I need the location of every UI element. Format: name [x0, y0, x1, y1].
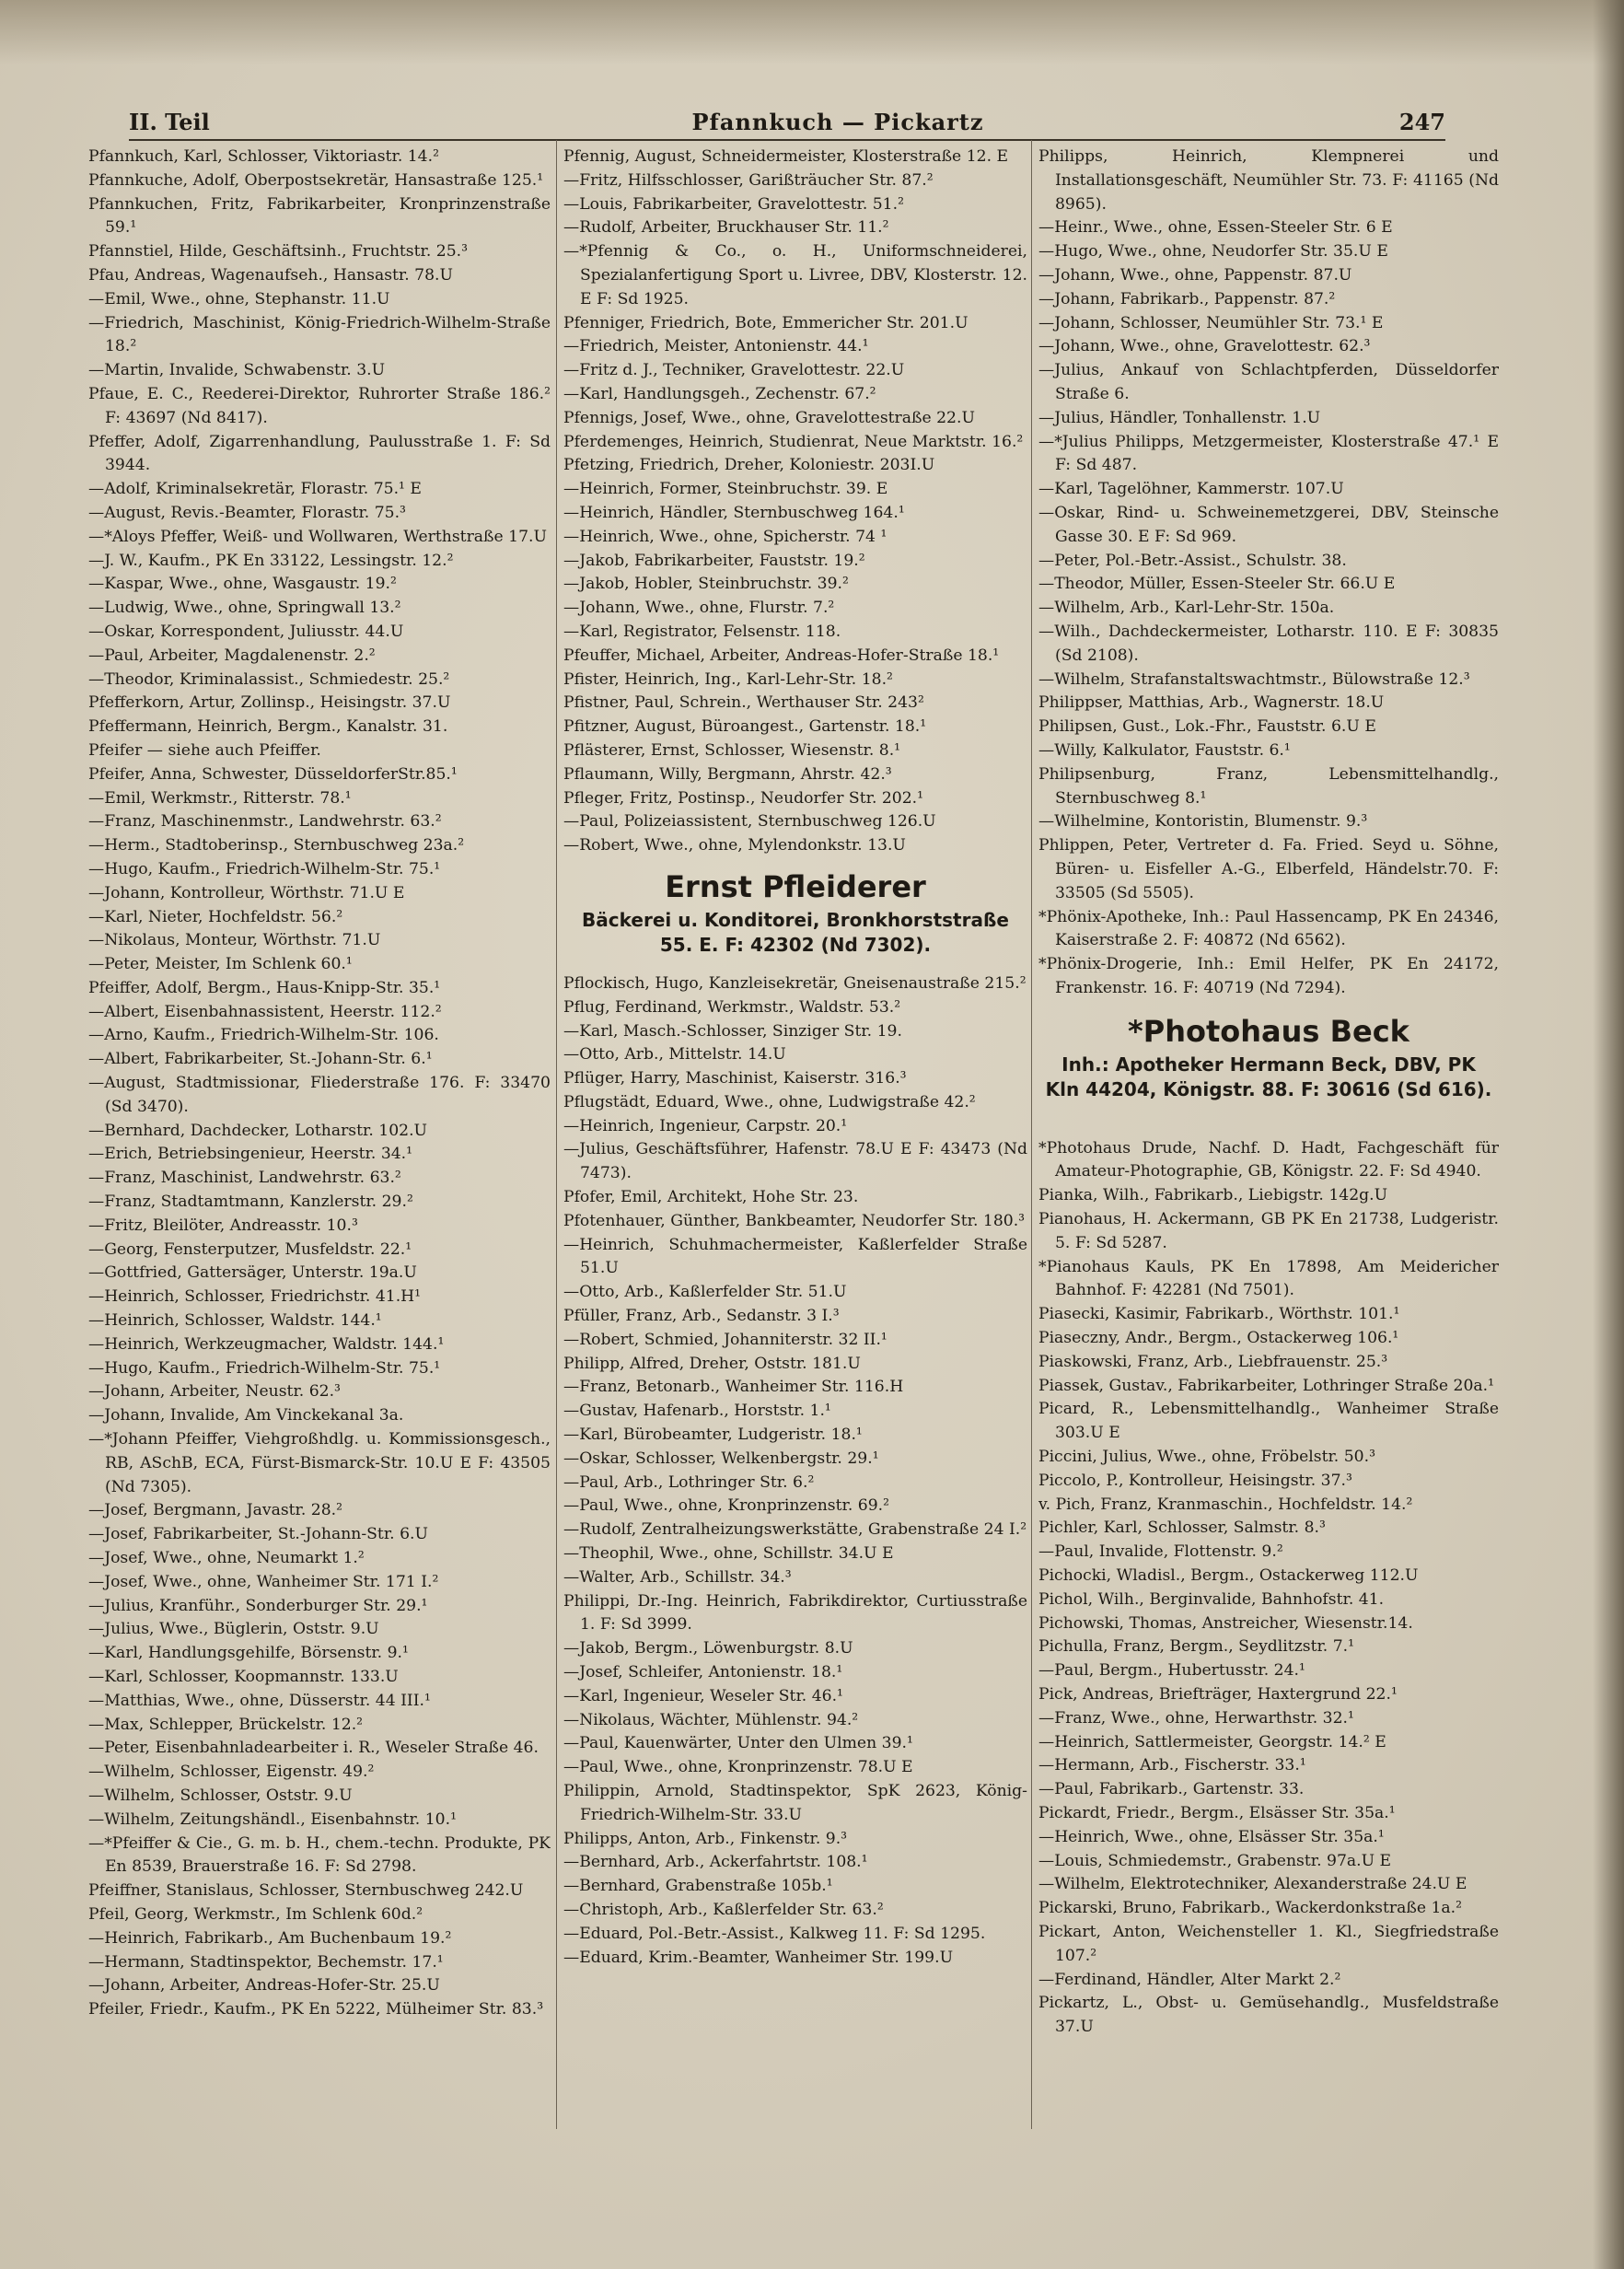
directory-entry: *Phönix-Apotheke, Inh.: Paul Hassencamp, PK En 24346, Kaiserstraße 2. F: 40872 (Nd 6562).: [1038, 907, 1499, 950]
directory-entry: —Heinrich, Wwe., ohne, Elsässer Str. 35a.¹: [1038, 1827, 1385, 1846]
directory-entry: —Josef, Wwe., ohne, Neumarkt 1.²: [88, 1549, 365, 1568]
directory-entry: —Heinrich, Former, Steinbruchstr. 39. E: [563, 480, 888, 499]
directory-entry: —Franz, Stadtamtmann, Kanzlerstr. 29.²: [88, 1193, 413, 1212]
directory-entry: —Heinrich, Wwe., ohne, Spicherstr. 74 ¹: [563, 527, 887, 546]
directory-entry: —Josef, Fabrikarbeiter, St.-Johann-Str. 6.U: [88, 1525, 428, 1544]
directory-entry: —*Johann Pfeiffer, Viehgroßhdlg. u. Kommissionsgesch., RB, ASchB, ECA, Fürst-Bismarck-Str. 10.U E F: 43505 (Nd 7305).: [88, 1430, 551, 1496]
directory-entry: Pfistner, Paul, Schrein., Werthauser Str. 243²: [563, 693, 924, 713]
directory-entry: Pfleger, Fritz, Postinsp., Neudorfer Str. 202.¹: [563, 788, 924, 808]
directory-entry: Pfefferkorn, Artur, Zollinsp., Heisingstr. 37.U: [88, 693, 451, 713]
directory-entry: Pfau, Andreas, Wagenaufseh., Hansastr. 78.U: [88, 265, 453, 285]
directory-entry: —August, Revis.-Beamter, Florastr. 75.³: [88, 503, 406, 522]
directory-entry: —Hermann, Stadtinspektor, Bechemstr. 17.¹: [88, 1952, 444, 1972]
directory-entry: —Josef, Wwe., ohne, Wanheimer Str. 171 I.²: [88, 1572, 439, 1591]
directory-entry: —Paul, Arb., Lothringer Str. 6.²: [563, 1472, 815, 1492]
directory-entry: *Pianohaus Kauls, PK En 17898, Am Meidericher Bahnhof. F: 42281 (Nd 7501).: [1038, 1257, 1499, 1300]
directory-entry: —August, Stadtmissionar, Fliederstraße 176. F: 33470 (Sd 3470).: [88, 1074, 551, 1116]
directory-entry: Piaskowski, Franz, Arb., Liebfrauenstr. 25.³: [1038, 1352, 1388, 1371]
directory-entry: —Heinrich, Schuhmachermeister, Kaßlerfelder Straße 51.U: [563, 1235, 1027, 1278]
directory-entry: Picard, R., Lebensmittelhandlg., Wanheimer Straße 303.U E: [1038, 1400, 1499, 1443]
directory-entry: —Julius, Geschäftsführer, Hafenstr. 78.U E F: 43473 (Nd 7473).: [563, 1140, 1027, 1183]
directory-entry: —Johann, Wwe., ohne, Pappenstr. 87.U: [1038, 265, 1352, 285]
directory-entry: —Gustav, Hafenarb., Horststr. 1.¹: [563, 1402, 831, 1421]
directory-entry: —Ludwig, Wwe., ohne, Springwall 13.²: [88, 599, 401, 618]
directory-entry: —Julius, Kranführ., Sonderburger Str. 29.¹: [88, 1596, 428, 1615]
page-shadow-top: [0, 0, 1624, 64]
advertisement-photohaus-beck: [1038, 1012, 1499, 1126]
directory-entry: —Karl, Handlungsgeh., Zechenstr. 67.²: [563, 384, 876, 403]
directory-entry: Piaseczny, Andr., Bergm., Ostackerweg 106.¹: [1038, 1329, 1399, 1348]
directory-entry: —Bernhard, Arb., Ackerfahrtstr. 108.¹: [563, 1853, 868, 1872]
directory-entry: —Wilhelm, Arb., Karl-Lehr-Str. 150a.: [1038, 599, 1335, 618]
directory-entry: Pferdemenges, Heinrich, Studienrat, Neue Marktstr. 16.²: [563, 432, 1024, 451]
directory-entry: Pichowski, Thomas, Anstreicher, Wiesenstr.14.: [1038, 1613, 1413, 1633]
column-divider: [556, 140, 557, 2129]
directory-entry: —Christoph, Arb., Kaßlerfelder Str. 63.²: [563, 1900, 884, 1919]
directory-entry: Pickarski, Bruno, Fabrikarb., Wackerdonkstraße 1a.²: [1038, 1899, 1462, 1918]
directory-entry: Pfannkuch, Karl, Schlosser, Viktoriastr. 14.²: [88, 147, 439, 166]
directory-entry: —Hermann, Arb., Fischerstr. 33.¹: [1038, 1756, 1306, 1775]
directory-entry: Philippi, Dr.-Ing. Heinrich, Fabrikdirektor, Curtiusstraße 1. F: Sd 3999.: [563, 1591, 1027, 1635]
ad-text: Inh.: Apotheker Hermann Beck, DBV, PK Kln 44204, Königstr. 88. F: 30616 (Sd 616).: [1045, 1053, 1492, 1100]
ad-name: Ernst Pfleiderer: [665, 868, 926, 904]
directory-entry: —Paul, Arbeiter, Magdalenenstr. 2.²: [88, 646, 376, 665]
directory-entry: —Paul, Wwe., ohne, Kronprinzenstr. 78.U E: [563, 1758, 913, 1777]
directory-entry: —Heinrich, Schlosser, Waldstr. 144.¹: [88, 1311, 382, 1331]
directory-entry: —Jakob, Hobler, Steinbruchstr. 39.²: [563, 575, 849, 594]
directory-entry: —Robert, Wwe., ohne, Mylendonkstr. 13.U: [563, 836, 906, 855]
directory-entry: —Johann, Schlosser, Neumühler Str. 73.¹ E: [1038, 313, 1384, 332]
directory-entry: Pichler, Karl, Schlosser, Salmstr. 8.³: [1038, 1518, 1326, 1538]
directory-entry: —Otto, Arb., Mittelstr. 14.U: [563, 1045, 786, 1065]
directory-entry: —Heinrich, Sattlermeister, Georgstr. 14.² E: [1038, 1732, 1386, 1751]
directory-entry: Pfenniger, Friedrich, Bote, Emmericher Str. 201.U: [563, 313, 969, 332]
directory-entry: Philipsen, Gust., Lok.-Fhr., Fauststr. 6.U E: [1038, 717, 1376, 737]
directory-entry: —Hugo, Kaufm., Friedrich-Wilhelm-Str. 75.¹: [88, 1358, 441, 1378]
directory-entry: —Louis, Fabrikarbeiter, Gravelottestr. 51.²: [563, 194, 904, 214]
entry-list: [563, 972, 1027, 1970]
directory-entry: —Oskar, Schlosser, Welkenbergstr. 29.¹: [563, 1449, 879, 1468]
directory-entry: —Johann, Invalide, Am Vinckekanal 3a.: [88, 1406, 404, 1425]
directory-entry: —Adolf, Kriminalsekretär, Florastr. 75.¹ E: [88, 480, 422, 499]
directory-entry: Pfitzner, August, Büroangest., Gartenstr. 18.¹: [563, 717, 927, 737]
directory-entry: —Martin, Invalide, Schwabenstr. 3.U: [88, 361, 386, 380]
directory-entry: —Karl, Registrator, Felsenstr. 118.: [563, 622, 841, 641]
column-3: [1038, 145, 1499, 2040]
directory-entry: —Friedrich, Maschinist, König-Friedrich-Wilhelm-Straße 18.²: [88, 313, 551, 356]
directory-entry: —Johann, Wwe., ohne, Gravelottestr. 62.³: [1038, 337, 1371, 356]
column-2: [563, 145, 1027, 1970]
directory-entry: Pfüller, Franz, Arb., Sedanstr. 3 I.³: [563, 1307, 840, 1326]
ad-name: *Photohaus Beck: [1128, 1013, 1409, 1049]
directory-entry: Pianka, Wilh., Fabrikarb., Liebigstr. 142g.U: [1038, 1186, 1388, 1205]
directory-entry: Pfannkuche, Adolf, Oberpostsekretär, Hansastraße 125.¹: [88, 170, 544, 190]
directory-entry: Pickart, Anton, Weichensteller 1. Kl., Siegfriedstraße 107.²: [1038, 1922, 1499, 1965]
directory-entry: —Wilhelm, Schlosser, Eigenstr. 49.²: [88, 1763, 375, 1782]
directory-entry: —Johann, Arbeiter, Neustr. 62.³: [88, 1382, 341, 1402]
header-rule: [129, 139, 1445, 141]
directory-entry: —Fritz, Hilfsschlosser, Garißträucher Str. 87.²: [563, 170, 934, 190]
entry-list: [563, 145, 1027, 858]
directory-entry: —Theodor, Kriminalassist., Schmiedestr. 25.²: [88, 669, 450, 689]
directory-entry: —Wilhelm, Elektrotechniker, Alexanderstraße 24.U E: [1038, 1875, 1467, 1894]
directory-entry: —Paul, Invalide, Flottenstr. 9.²: [1038, 1542, 1283, 1562]
directory-entry: Piccolo, P., Kontrolleur, Heisingstr. 37.³: [1038, 1471, 1352, 1490]
directory-entry: —Heinr., Wwe., ohne, Essen-Steeler Str. 6 E: [1038, 218, 1393, 238]
directory-entry: Pfeuffer, Michael, Arbeiter, Andreas-Hofer-Straße 18.¹: [563, 646, 1000, 665]
directory-entry: —Gottfried, Gattersäger, Unterstr. 19a.U: [88, 1263, 417, 1283]
directory-entry: —Jakob, Fabrikarbeiter, Fauststr. 19.²: [563, 551, 865, 570]
directory-entry: —Fritz, Bleilöter, Andreasstr. 10.³: [88, 1216, 358, 1235]
directory-entry: —Johann, Wwe., ohne, Flurstr. 7.²: [563, 599, 835, 618]
directory-entry: —Johann, Arbeiter, Andreas-Hofer-Str. 25.U: [88, 1976, 440, 1996]
directory-entry: —Georg, Fensterputzer, Musfeldstr. 22.¹: [88, 1239, 412, 1259]
directory-entry: —Oskar, Rind- u. Schweinemetzgerei, DBV, Steinsche Gasse 30. E F: Sd 969.: [1038, 503, 1499, 546]
directory-entry: —*Aloys Pfeffer, Weiß- und Wollwaren, Werthstraße 17.U: [88, 527, 547, 546]
directory-entry: —Peter, Pol.-Betr.-Assist., Schulstr. 38.: [1038, 551, 1347, 570]
directory-entry: —Hugo, Kaufm., Friedrich-Wilhelm-Str. 75.¹: [88, 859, 441, 879]
directory-entry: Philippin, Arnold, Stadtinspektor, SpK 2623, König-Friedrich-Wilhelm-Str. 33.U: [563, 1782, 1027, 1824]
part-label: II. Teil: [129, 109, 210, 135]
directory-entry: —Josef, Bergmann, Javastr. 28.²: [88, 1501, 343, 1520]
entry-list: [1038, 1137, 1499, 2040]
directory-entry: —Paul, Bergm., Hubertusstr. 24.¹: [1038, 1661, 1305, 1681]
directory-entry: —Peter, Eisenbahnladearbeiter i. R., Weseler Straße 46.: [88, 1739, 539, 1758]
directory-entry: Pflug, Ferdinand, Werkmstr., Waldstr. 53.²: [563, 997, 901, 1017]
directory-entry: —Albert, Fabrikarbeiter, St.-Johann-Str. 6.¹: [88, 1050, 433, 1069]
directory-entry: Philipps, Anton, Arb., Finkenstr. 9.³: [563, 1829, 848, 1848]
directory-entry: —Julius, Wwe., Büglerin, Oststr. 9.U: [88, 1620, 379, 1639]
directory-entry: —Nikolaus, Wächter, Mühlenstr. 94.²: [563, 1710, 859, 1729]
directory-entry: Pfofer, Emil, Architekt, Hohe Str. 23.: [563, 1188, 859, 1207]
directory-entry: Pfeiler, Friedr., Kaufm., PK En 5222, Mülheimer Str. 83.³: [88, 2000, 544, 2019]
directory-entry: Pfotenhauer, Günther, Bankbeamter, Neudorfer Str. 180.³: [563, 1211, 1026, 1230]
directory-entry: —Arno, Kaufm., Friedrich-Wilhelm-Str. 106.: [88, 1026, 439, 1045]
directory-entry: —Karl, Ingenieur, Weseler Str. 46.¹: [563, 1686, 843, 1705]
directory-entry: Pflaumann, Willy, Bergmann, Ahrstr. 42.³: [563, 764, 892, 784]
directory-entry: —Paul, Polizeiassistent, Sternbuschweg 126.U: [563, 812, 936, 832]
ad-text: Bäckerei u. Konditorei, Bronkhorststraße 55. E. F: 42302 (Nd 7302).: [582, 908, 1009, 956]
directory-entry: Pfannstiel, Hilde, Geschäftsinh., Fruchtstr. 25.³: [88, 242, 469, 262]
directory-entry: Pfeffer, Adolf, Zigarrenhandlung, Paulusstraße 1. F: Sd 3944.: [88, 432, 551, 475]
directory-entry: —Theodor, Müller, Essen-Steeler Str. 66.U E: [1038, 575, 1396, 594]
page-number: 247: [1398, 109, 1445, 135]
directory-entry: *Phönix-Drogerie, Inh.: Emil Helfer, PK En 24172, Frankenstr. 16. F: 40719 (Nd 7294).: [1038, 955, 1499, 997]
directory-entry: —Franz, Betonarb., Wanheimer Str. 116.H: [563, 1378, 904, 1397]
directory-entry: —Julius, Händler, Tonhallenstr. 1.U: [1038, 408, 1321, 427]
name-range: Pfannkuch — Pickartz: [691, 109, 984, 135]
directory-entry: —Nikolaus, Monteur, Wörthstr. 71.U: [88, 931, 381, 950]
directory-entry: Pfetzing, Friedrich, Dreher, Koloniestr. 203I.U: [563, 456, 935, 475]
directory-entry: —Bernhard, Grabenstraße 105b.¹: [563, 1877, 833, 1896]
directory-entry: —Johann, Fabrikarb., Pappenstr. 87.²: [1038, 289, 1336, 308]
directory-entry: —Rudolf, Zentralheizungswerkstätte, Grabenstraße 24 I.²: [563, 1520, 1027, 1540]
directory-entry: Pfeiffer, Adolf, Bergm., Haus-Knipp-Str. 35.¹: [88, 978, 441, 997]
directory-entry: —Karl, Schlosser, Koopmannstr. 133.U: [88, 1668, 399, 1686]
directory-entry: —Kaspar, Wwe., ohne, Wasgaustr. 19.²: [88, 575, 397, 594]
directory-entry: —Franz, Maschinenmstr., Landwehrstr. 63.²: [88, 812, 442, 832]
directory-entry: —Karl, Handlungsgehilfe, Börsenstr. 9.¹: [88, 1644, 409, 1663]
directory-entry: —Fritz d. J., Techniker, Gravelottestr. 22.U: [563, 361, 905, 380]
directory-entry: —Erich, Betriebsingenieur, Heerstr. 34.¹: [88, 1145, 413, 1164]
directory-entry: —Friedrich, Meister, Antonienstr. 44.¹: [563, 337, 869, 356]
directory-entry: —Hugo, Wwe., ohne, Neudorfer Str. 35.U E: [1038, 242, 1388, 262]
directory-entry: Pianohaus, H. Ackermann, GB PK En 21738, Ludgeristr. 5. F: Sd 5287.: [1038, 1210, 1499, 1252]
directory-entry: —Eduard, Pol.-Betr.-Assist., Kalkweg 11. F: Sd 1295.: [563, 1924, 986, 1943]
directory-entry: —Heinrich, Händler, Sternbuschweg 164.¹: [563, 503, 905, 522]
directory-entry: Philipps, Heinrich, Klempnerei und Installationsgeschäft, Neumühler Str. 73. F: 41165 (Nd 8965).: [1038, 147, 1499, 214]
directory-entry: —Theophil, Wwe., ohne, Schillstr. 34.U E: [563, 1544, 894, 1564]
directory-entry: —Emil, Werkmstr., Ritterstr. 78.¹: [88, 788, 352, 808]
directory-entry: Piasecki, Kasimir, Fabrikarb., Wörthstr. 101.¹: [1038, 1305, 1400, 1324]
directory-entry: —Johann, Kontrolleur, Wörthstr. 71.U E: [88, 883, 405, 902]
directory-entry: —Walter, Arb., Schillstr. 34.³: [563, 1567, 792, 1587]
directory-entry: —Wilhelm, Strafanstaltswachtmstr., Bülowstraße 12.³: [1038, 669, 1470, 689]
directory-entry: —Paul, Kauenwärter, Unter den Ulmen 39.¹: [563, 1734, 913, 1753]
directory-entry: —*Pfeiffer & Cie., G. m. b. H., chem.-techn. Produkte, PK En 8539, Brauerstraße 16. F: Sd 2798.: [88, 1833, 551, 1877]
directory-entry: —Josef, Schleifer, Antonienstr. 18.¹: [563, 1663, 843, 1682]
directory-entry: —Heinrich, Schlosser, Friedrichstr. 41.H¹: [88, 1287, 422, 1307]
directory-entry: Pfeifer — siehe auch Pfeiffer.: [88, 740, 321, 760]
directory-entry: —Max, Schlepper, Brückelstr. 12.²: [88, 1715, 364, 1734]
directory-entry: Pfister, Heinrich, Ing., Karl-Lehr-Str. 18.²: [563, 669, 893, 689]
directory-entry: Pichocki, Wladisl., Bergm., Ostackerweg 112.U: [1038, 1566, 1419, 1586]
directory-entry: Pfeifer, Anna, Schwester, DüsseldorferStr.85.¹: [88, 764, 458, 784]
directory-entry: —Matthias, Wwe., ohne, Düsserstr. 44 III.¹: [88, 1691, 431, 1710]
directory-entry: —Karl, Bürobeamter, Ludgeristr. 18.¹: [563, 1425, 863, 1445]
directory-entry: Pflockisch, Hugo, Kanzleisekretär, Gneisenaustraße 215.²: [563, 973, 1027, 993]
directory-entry: Pfennig, August, Schneidermeister, Klosterstraße 12. E: [563, 147, 1009, 166]
directory-entry: —Karl, Nieter, Hochfeldstr. 56.²: [88, 907, 343, 926]
entry-list: [1038, 145, 1499, 1001]
directory-entry: Pflugstädt, Eduard, Wwe., ohne, Ludwigstraße 42.²: [563, 1092, 976, 1111]
directory-entry: Pickartz, L., Obst- u. Gemüsehandlg., Musfeldstraße 37.U: [1038, 1994, 1499, 2037]
directory-entry: Pfeiffner, Stanislaus, Schlosser, Sternbuschweg 242.U: [88, 1881, 524, 1901]
column-1: [88, 145, 551, 2022]
directory-entry: —*Julius Philipps, Metzgermeister, Klosterstraße 47.¹ E F: Sd 487.: [1038, 432, 1499, 475]
directory-entry: —Albert, Eisenbahnassistent, Heerstr. 112.²: [88, 1002, 442, 1021]
directory-entry: Piassek, Gustav., Fabrikarbeiter, Lothringer Straße 20a.¹: [1038, 1376, 1495, 1395]
directory-entry: —Julius, Ankauf von Schlachtpferden, Düsseldorfer Straße 6.: [1038, 361, 1499, 403]
directory-entry: Phlippen, Peter, Vertreter d. Fa. Fried. Seyd u. Söhne, Büren- u. Eisfeller A.-G., Elberfeld, Händelstr.70. F: 33505 (Sd 5505).: [1038, 836, 1499, 902]
directory-entry: —Peter, Meister, Im Schlenk 60.¹: [88, 955, 353, 974]
directory-entry: —Louis, Schmiedemstr., Grabenstr. 97a.U E: [1038, 1851, 1392, 1870]
directory-entry: *Photohaus Drude, Nachf. D. Hadt, Fachgeschäft für Amateur-Photographie, GB, Königstr. 22. F: Sd 4940.: [1038, 1138, 1499, 1181]
directory-entry: —Willy, Kalkulator, Fauststr. 6.¹: [1038, 740, 1291, 760]
directory-entry: v. Pich, Franz, Kranmaschin., Hochfeldstr. 14.²: [1038, 1495, 1413, 1514]
directory-entry: —Rudolf, Arbeiter, Bruckhauser Str. 11.²: [563, 218, 889, 238]
directory-entry: —Karl, Tagelöhner, Kammerstr. 107.U: [1038, 480, 1344, 499]
directory-entry: —Herm., Stadtoberinsp., Sternbuschweg 23a.²: [88, 836, 465, 855]
directory-entry: —Karl, Masch.-Schlosser, Sinziger Str. 19.: [563, 1021, 902, 1041]
directory-entry: —Wilh., Dachdeckermeister, Lotharstr. 110. E F: 30835 (Sd 2108).: [1038, 622, 1499, 665]
directory-entry: Pick, Andreas, Briefträger, Haxtergrund 22.¹: [1038, 1685, 1398, 1705]
directory-entry: Pfennigs, Josef, Wwe., ohne, Gravelottestraße 22.U: [563, 408, 975, 427]
directory-entry: —Paul, Wwe., ohne, Kronprinzenstr. 69.²: [563, 1496, 890, 1516]
directory-entry: Pfaue, E. C., Reederei-Direktor, Ruhrorter Straße 186.² F: 43697 (Nd 8417).: [88, 384, 551, 427]
column-divider: [1031, 140, 1032, 2129]
directory-entry: —Wilhelmine, Kontoristin, Blumenstr. 9.³: [1038, 812, 1368, 832]
directory-entry: Pfeffermann, Heinrich, Bergm., Kanalstr. 31.: [88, 717, 448, 737]
page-shadow-right: [1593, 0, 1624, 2269]
directory-entry: Pfannkuchen, Fritz, Fabrikarbeiter, Kronprinzenstraße 59.¹: [88, 194, 551, 238]
directory-entry: —Ferdinand, Händler, Alter Markt 2.²: [1038, 1970, 1341, 1989]
directory-entry: —J. W., Kaufm., PK En 33122, Lessingstr. 12.²: [88, 551, 454, 570]
directory-entry: —Otto, Arb., Kaßlerfelder Str. 51.U: [563, 1283, 847, 1302]
directory-entry: Pflästerer, Ernst, Schlosser, Wiesenstr. 8.¹: [563, 740, 901, 760]
directory-entry: —Oskar, Korrespondent, Juliusstr. 44.U: [88, 622, 404, 641]
advertisement-pfleiderer: [563, 867, 1027, 963]
directory-entry: Philipp, Alfred, Dreher, Oststr. 181.U: [563, 1354, 861, 1373]
directory-entry: Pickardt, Friedr., Bergm., Elsässer Str. 35a.¹: [1038, 1804, 1396, 1822]
directory-entry: —Heinrich, Ingenieur, Carpstr. 20.¹: [563, 1116, 848, 1135]
directory-entry: —Eduard, Krim.-Beamter, Wanheimer Str. 199.U: [563, 1948, 954, 1967]
directory-entry: —Jakob, Bergm., Löwenburgstr. 8.U: [563, 1639, 853, 1658]
directory-entry: Philipsenburg, Franz, Lebensmittelhandlg., Sternbuschweg 8.¹: [1038, 764, 1499, 808]
directory-entry: —Wilhelm, Schlosser, Oststr. 9.U: [88, 1786, 353, 1805]
directory-entry: Pichulla, Franz, Bergm., Seydlitzstr. 7.¹: [1038, 1637, 1355, 1657]
directory-entry: —Heinrich, Werkzeugmacher, Waldstr. 144.¹: [88, 1334, 445, 1354]
directory-entry: —Franz, Wwe., ohne, Herwarthstr. 32.¹: [1038, 1708, 1354, 1728]
directory-entry: —Heinrich, Fabrikarb., Am Buchenbaum 19.²: [88, 1928, 452, 1948]
directory-entry: —Paul, Fabrikarb., Gartenstr. 33.: [1038, 1780, 1305, 1799]
directory-entry: —Emil, Wwe., ohne, Stephanstr. 11.U: [88, 289, 390, 308]
directory-entry: Philippser, Matthias, Arb., Wagnerstr. 18.U: [1038, 693, 1385, 713]
directory-entry: —Franz, Maschinist, Landwehrstr. 63.²: [88, 1169, 401, 1188]
directory-entry: Pflüger, Harry, Maschinist, Kaiserstr. 316.³: [563, 1069, 907, 1088]
directory-entry: —Wilhelm, Zeitungshändl., Eisenbahnstr. 10.¹: [88, 1809, 457, 1829]
directory-entry: Pichol, Wilh., Berginvalide, Bahnhofstr. 41.: [1038, 1589, 1385, 1609]
directory-entry: —Robert, Schmied, Johanniterstr. 32 II.¹: [563, 1330, 887, 1349]
directory-entry: —*Pfennig & Co., o. H., Uniformschneiderei, Spezialanfertigung Sport u. Livree, DBV, Klosterstr. 12. E F: Sd 1925.: [563, 242, 1027, 308]
directory-entry: —Bernhard, Dachdecker, Lotharstr. 102.U: [88, 1121, 428, 1140]
directory-entry: Piccini, Julius, Wwe., ohne, Fröbelstr. 50.³: [1038, 1448, 1375, 1467]
directory-entry: Pfeil, Georg, Werkmstr., Im Schlenk 60d.²: [88, 1904, 423, 1924]
